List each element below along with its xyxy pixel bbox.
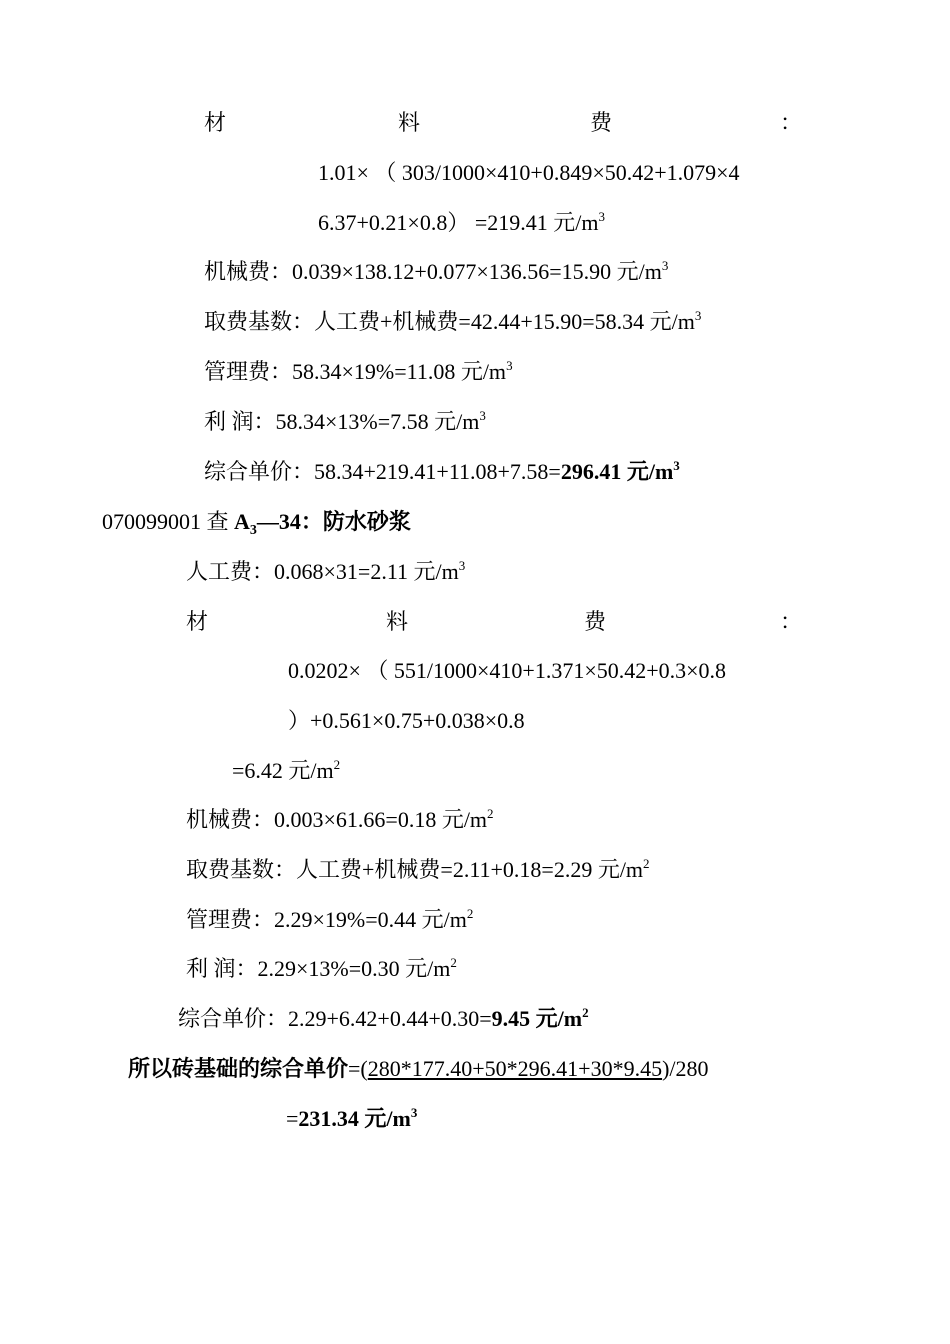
material-formula-line-2: 6.37+0.21×0.8） =219.41 元$/m^3$ — [318, 209, 605, 235]
material-formula-line-1: 0.0202× （ 551/1000×410+1.371×50.42+0.3×0.8 — [288, 658, 727, 683]
material-label-char-1: 材 — [204, 110, 227, 135]
section-heading: 070099001 查 $A_3—34$：防水砂浆 — [102, 509, 411, 538]
fee-base: 取费基数：人工费+机械费=42.44+15.90=58.34 元$/m^3$ — [204, 308, 702, 334]
unit-price-total: 综合单价：58.34+219.41+11.08+7.58=296.41 元$/m^3$ — [204, 458, 680, 484]
management-fee: 管理费：2.29×19%=0.44 元$/m^2$ — [186, 906, 474, 932]
material-label-char-2: 料 — [398, 110, 421, 135]
unit-price-total: 综合单价：2.29+6.42+0.44+0.30=9.45 元$/m^2$ — [178, 1005, 589, 1031]
material-label-char-3: 费 — [590, 110, 613, 135]
labor-cost: 人工费：0.068×31=2.11 元$/m^3$ — [186, 558, 466, 584]
material-label-char-1: 材 — [186, 609, 209, 634]
material-label-char-4: ： — [780, 110, 803, 135]
machine-cost: 机械费：0.039×138.12+0.077×136.56=15.90 元$/m^3$ — [204, 258, 669, 284]
material-label-char-4: ： — [780, 609, 803, 634]
final-result: =231.34 元$/m^3$ — [286, 1105, 418, 1131]
material-label-char-2: 料 — [386, 609, 409, 634]
machine-cost: 机械费：0.003×61.66=0.18 元$/m^2$ — [186, 806, 494, 832]
fee-base: 取费基数：人工费+机械费=2.11+0.18=2.29 元$/m^2$ — [186, 856, 650, 882]
material-formula-line-3: =6.42 元$/m^2$ — [232, 757, 341, 783]
profit: 利 润：58.34×13%=7.58 元$/m^3$ — [204, 408, 486, 434]
material-label-char-3: 费 — [584, 609, 607, 634]
material-formula-line-1: 1.01× （ 303/1000×410+0.849×50.42+1.079×4 — [318, 160, 740, 185]
final-unit-price: 所以砖基础的综合单价=(280*177.40+50*296.41+30*9.45)/280 — [128, 1056, 709, 1081]
management-fee: 管理费：58.34×19%=11.08 元$/m^3$ — [204, 358, 513, 384]
material-formula-line-2: ）+0.561×0.75+0.038×0.8 — [288, 708, 525, 733]
profit: 利 润：2.29×13%=0.30 元$/m^2$ — [186, 955, 457, 981]
